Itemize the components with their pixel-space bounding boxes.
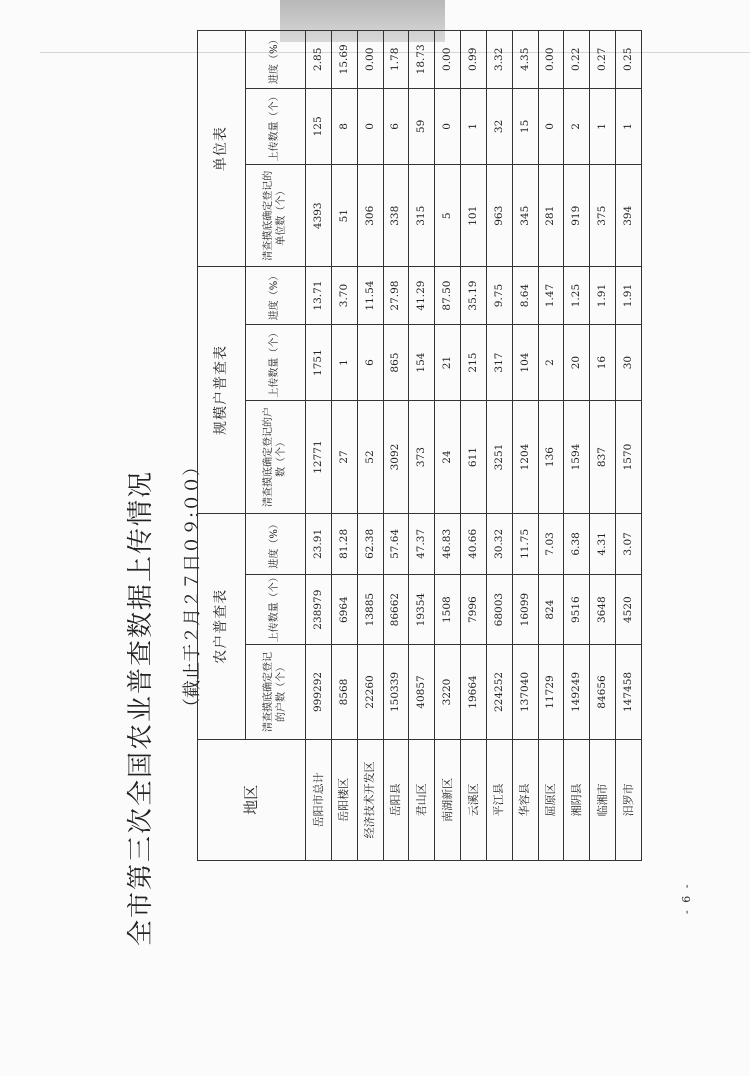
- unit-uploaded-cell: 8: [331, 88, 357, 165]
- scale-registered-cell: 52: [357, 401, 383, 513]
- unit-progress-cell: 4.35: [512, 31, 538, 89]
- unit-progress-header: 进度（%）: [246, 31, 306, 89]
- farm-uploaded-cell: 7996: [461, 575, 487, 645]
- scale-registered-header: 清查摸底确定登记的户数（个）: [246, 401, 306, 513]
- scale-uploaded-cell: 1: [331, 324, 357, 401]
- region-cell: 湘阴县: [564, 739, 590, 860]
- page-title: 全市第三次全国农业普查数据上传情况: [126, 469, 156, 946]
- farm-uploaded-cell: 19354: [409, 575, 435, 645]
- region-header: 地区: [198, 739, 306, 860]
- farm-registered-cell: 224252: [486, 645, 512, 739]
- scale-progress-cell: 11.54: [357, 267, 383, 324]
- scale-uploaded-header: 上传数量（个）: [246, 324, 306, 401]
- farm-progress-cell: 6.38: [564, 513, 590, 574]
- scale-uploaded-cell: 2: [538, 324, 564, 401]
- scale-progress-cell: 1.91: [590, 267, 616, 324]
- scale-progress-cell: 8.64: [512, 267, 538, 324]
- scale-registered-cell: 3251: [486, 401, 512, 513]
- unit-registered-cell: 4393: [306, 165, 332, 267]
- scale-progress-cell: 1.25: [564, 267, 590, 324]
- table-row: [486, 31, 512, 861]
- unit-uploaded-cell: 0: [357, 88, 383, 165]
- page-subtitle: （截止于２月２７日０９:００）: [182, 457, 203, 716]
- scale-registered-cell: 3092: [383, 401, 409, 513]
- unit-progress-cell: 3.32: [486, 31, 512, 89]
- unit-registered-cell: 51: [331, 165, 357, 267]
- unit-uploaded-cell: 32: [486, 88, 512, 165]
- farm-progress-cell: 11.75: [512, 513, 538, 574]
- scale-progress-cell: 41.29: [409, 267, 435, 324]
- farm-uploaded-cell: 1508: [435, 575, 461, 645]
- scale-uploaded-cell: 20: [564, 324, 590, 401]
- unit-progress-cell: 15.69: [331, 31, 357, 89]
- farm-registered-cell: 19664: [461, 645, 487, 739]
- farm-registered-cell: 84656: [590, 645, 616, 739]
- page-number: - 6 -: [680, 882, 693, 914]
- region-cell: 临湘市: [590, 739, 616, 860]
- farm-registered-cell: 137040: [512, 645, 538, 739]
- farm-progress-cell: 3.07: [616, 513, 642, 574]
- farm-progress-cell: 40.66: [461, 513, 487, 574]
- scale-uploaded-cell: 1751: [306, 324, 332, 401]
- farm-uploaded-cell: 13885: [357, 575, 383, 645]
- region-cell: 华容县: [512, 739, 538, 860]
- farm-uploaded-cell: 68003: [486, 575, 512, 645]
- table-row: [357, 31, 383, 861]
- scale-progress-cell: 1.47: [538, 267, 564, 324]
- scale-registered-cell: 136: [538, 401, 564, 513]
- scale-uploaded-cell: 215: [461, 324, 487, 401]
- unit-progress-cell: 1.78: [383, 31, 409, 89]
- data-table-container: [197, 30, 642, 861]
- region-cell: 平江县: [486, 739, 512, 860]
- unit-uploaded-cell: 15: [512, 88, 538, 165]
- scale-uploaded-cell: 16: [590, 324, 616, 401]
- region-cell: 云溪区: [461, 739, 487, 860]
- table-row: [616, 31, 642, 861]
- table-row: [435, 31, 461, 861]
- region-cell: 君山区: [409, 739, 435, 860]
- unit-uploaded-header: 上传数量（个）: [246, 88, 306, 165]
- unit-progress-cell: 2.85: [306, 31, 332, 89]
- farm-progress-cell: 81.28: [331, 513, 357, 574]
- scale-registered-cell: 1204: [512, 401, 538, 513]
- scale-progress-cell: 1.91: [616, 267, 642, 324]
- unit-uploaded-cell: 125: [306, 88, 332, 165]
- farm-uploaded-header: 上传数量（个）: [246, 575, 306, 645]
- unit-progress-cell: 0.25: [616, 31, 642, 89]
- farm-registered-cell: 22260: [357, 645, 383, 739]
- unit-uploaded-cell: 1: [590, 88, 616, 165]
- unit-registered-cell: 394: [616, 165, 642, 267]
- unit-registered-cell: 281: [538, 165, 564, 267]
- unit-registered-header: 清查摸底确定登记的单位数（个）: [246, 165, 306, 267]
- region-cell: 岳阳县: [383, 739, 409, 860]
- unit-uploaded-cell: 1: [461, 88, 487, 165]
- farm-progress-cell: 62.38: [357, 513, 383, 574]
- scale-registered-cell: 27: [331, 401, 357, 513]
- farm-uploaded-cell: 86662: [383, 575, 409, 645]
- farm-uploaded-cell: 238979: [306, 575, 332, 645]
- farm-uploaded-cell: 16099: [512, 575, 538, 645]
- table-body: [306, 31, 642, 861]
- unit-progress-cell: 0.00: [538, 31, 564, 89]
- region-cell: 经济技术开发区: [357, 739, 383, 860]
- scale-progress-header: 进度（%）: [246, 267, 306, 324]
- farm-progress-cell: 23.91: [306, 513, 332, 574]
- scale-uploaded-cell: 104: [512, 324, 538, 401]
- farm-uploaded-cell: 9516: [564, 575, 590, 645]
- farm-registered-cell: 149249: [564, 645, 590, 739]
- scale-uploaded-cell: 865: [383, 324, 409, 401]
- farm-group-header: 农户普查表: [198, 513, 246, 739]
- scale-uploaded-cell: 21: [435, 324, 461, 401]
- scale-registered-cell: 611: [461, 401, 487, 513]
- unit-progress-cell: 0.00: [435, 31, 461, 89]
- unit-registered-cell: 338: [383, 165, 409, 267]
- table-row: [512, 31, 538, 861]
- table-row: [383, 31, 409, 861]
- unit-progress-cell: 0.27: [590, 31, 616, 89]
- scale-progress-cell: 13.71: [306, 267, 332, 324]
- scale-registered-cell: 1594: [564, 401, 590, 513]
- unit-group-header: 单位表: [198, 31, 246, 267]
- farm-progress-cell: 47.37: [409, 513, 435, 574]
- scale-progress-cell: 87.50: [435, 267, 461, 324]
- scale-uploaded-cell: 6: [357, 324, 383, 401]
- farm-registered-cell: 11729: [538, 645, 564, 739]
- scale-progress-cell: 27.98: [383, 267, 409, 324]
- unit-registered-cell: 963: [486, 165, 512, 267]
- farm-progress-header: 进度（%）: [246, 513, 306, 574]
- unit-uploaded-cell: 1: [616, 88, 642, 165]
- scale-registered-cell: 837: [590, 401, 616, 513]
- farm-registered-cell: 150339: [383, 645, 409, 739]
- unit-registered-cell: 5: [435, 165, 461, 267]
- scale-uploaded-cell: 317: [486, 324, 512, 401]
- scale-progress-cell: 35.19: [461, 267, 487, 324]
- unit-uploaded-cell: 59: [409, 88, 435, 165]
- scale-progress-cell: 9.75: [486, 267, 512, 324]
- unit-uploaded-cell: 6: [383, 88, 409, 165]
- farm-progress-cell: 30.32: [486, 513, 512, 574]
- scale-progress-cell: 3.70: [331, 267, 357, 324]
- unit-uploaded-cell: 2: [564, 88, 590, 165]
- table-row: [331, 31, 357, 861]
- table-row: [306, 31, 332, 861]
- farm-uploaded-cell: 4520: [616, 575, 642, 645]
- farm-progress-cell: 57.64: [383, 513, 409, 574]
- farm-uploaded-cell: 6964: [331, 575, 357, 645]
- unit-registered-cell: 306: [357, 165, 383, 267]
- unit-registered-cell: 345: [512, 165, 538, 267]
- table-row: [461, 31, 487, 861]
- scale-registered-cell: 12771: [306, 401, 332, 513]
- table-row: [538, 31, 564, 861]
- farm-uploaded-cell: 3648: [590, 575, 616, 645]
- unit-registered-cell: 101: [461, 165, 487, 267]
- region-cell: 岳阳楼区: [331, 739, 357, 860]
- farm-registered-cell: 999292: [306, 645, 332, 739]
- farm-registered-header: 清查摸底确定登记的户数（个）: [246, 645, 306, 739]
- scale-group-header: 规模户普查表: [198, 267, 246, 513]
- scale-registered-cell: 373: [409, 401, 435, 513]
- unit-registered-cell: 919: [564, 165, 590, 267]
- unit-progress-cell: 0.22: [564, 31, 590, 89]
- region-cell: 岳阳市总计: [306, 739, 332, 860]
- unit-progress-cell: 0.00: [357, 31, 383, 89]
- region-cell: 南湖新区: [435, 739, 461, 860]
- farm-progress-cell: 7.03: [538, 513, 564, 574]
- table-row: [564, 31, 590, 861]
- farm-registered-cell: 40857: [409, 645, 435, 739]
- unit-registered-cell: 315: [409, 165, 435, 267]
- farm-registered-cell: 147458: [616, 645, 642, 739]
- upload-status-table: [197, 30, 642, 861]
- unit-progress-cell: 18.73: [409, 31, 435, 89]
- scale-uploaded-cell: 30: [616, 324, 642, 401]
- scale-registered-cell: 24: [435, 401, 461, 513]
- table-row: [590, 31, 616, 861]
- table-row: [409, 31, 435, 861]
- farm-progress-cell: 4.31: [590, 513, 616, 574]
- farm-registered-cell: 3220: [435, 645, 461, 739]
- farm-uploaded-cell: 824: [538, 575, 564, 645]
- unit-registered-cell: 375: [590, 165, 616, 267]
- region-cell: 屈原区: [538, 739, 564, 860]
- region-cell: 汨罗市: [616, 739, 642, 860]
- farm-registered-cell: 8568: [331, 645, 357, 739]
- farm-progress-cell: 46.83: [435, 513, 461, 574]
- scale-uploaded-cell: 154: [409, 324, 435, 401]
- unit-uploaded-cell: 0: [538, 88, 564, 165]
- scale-registered-cell: 1570: [616, 401, 642, 513]
- unit-uploaded-cell: 0: [435, 88, 461, 165]
- unit-progress-cell: 0.99: [461, 31, 487, 89]
